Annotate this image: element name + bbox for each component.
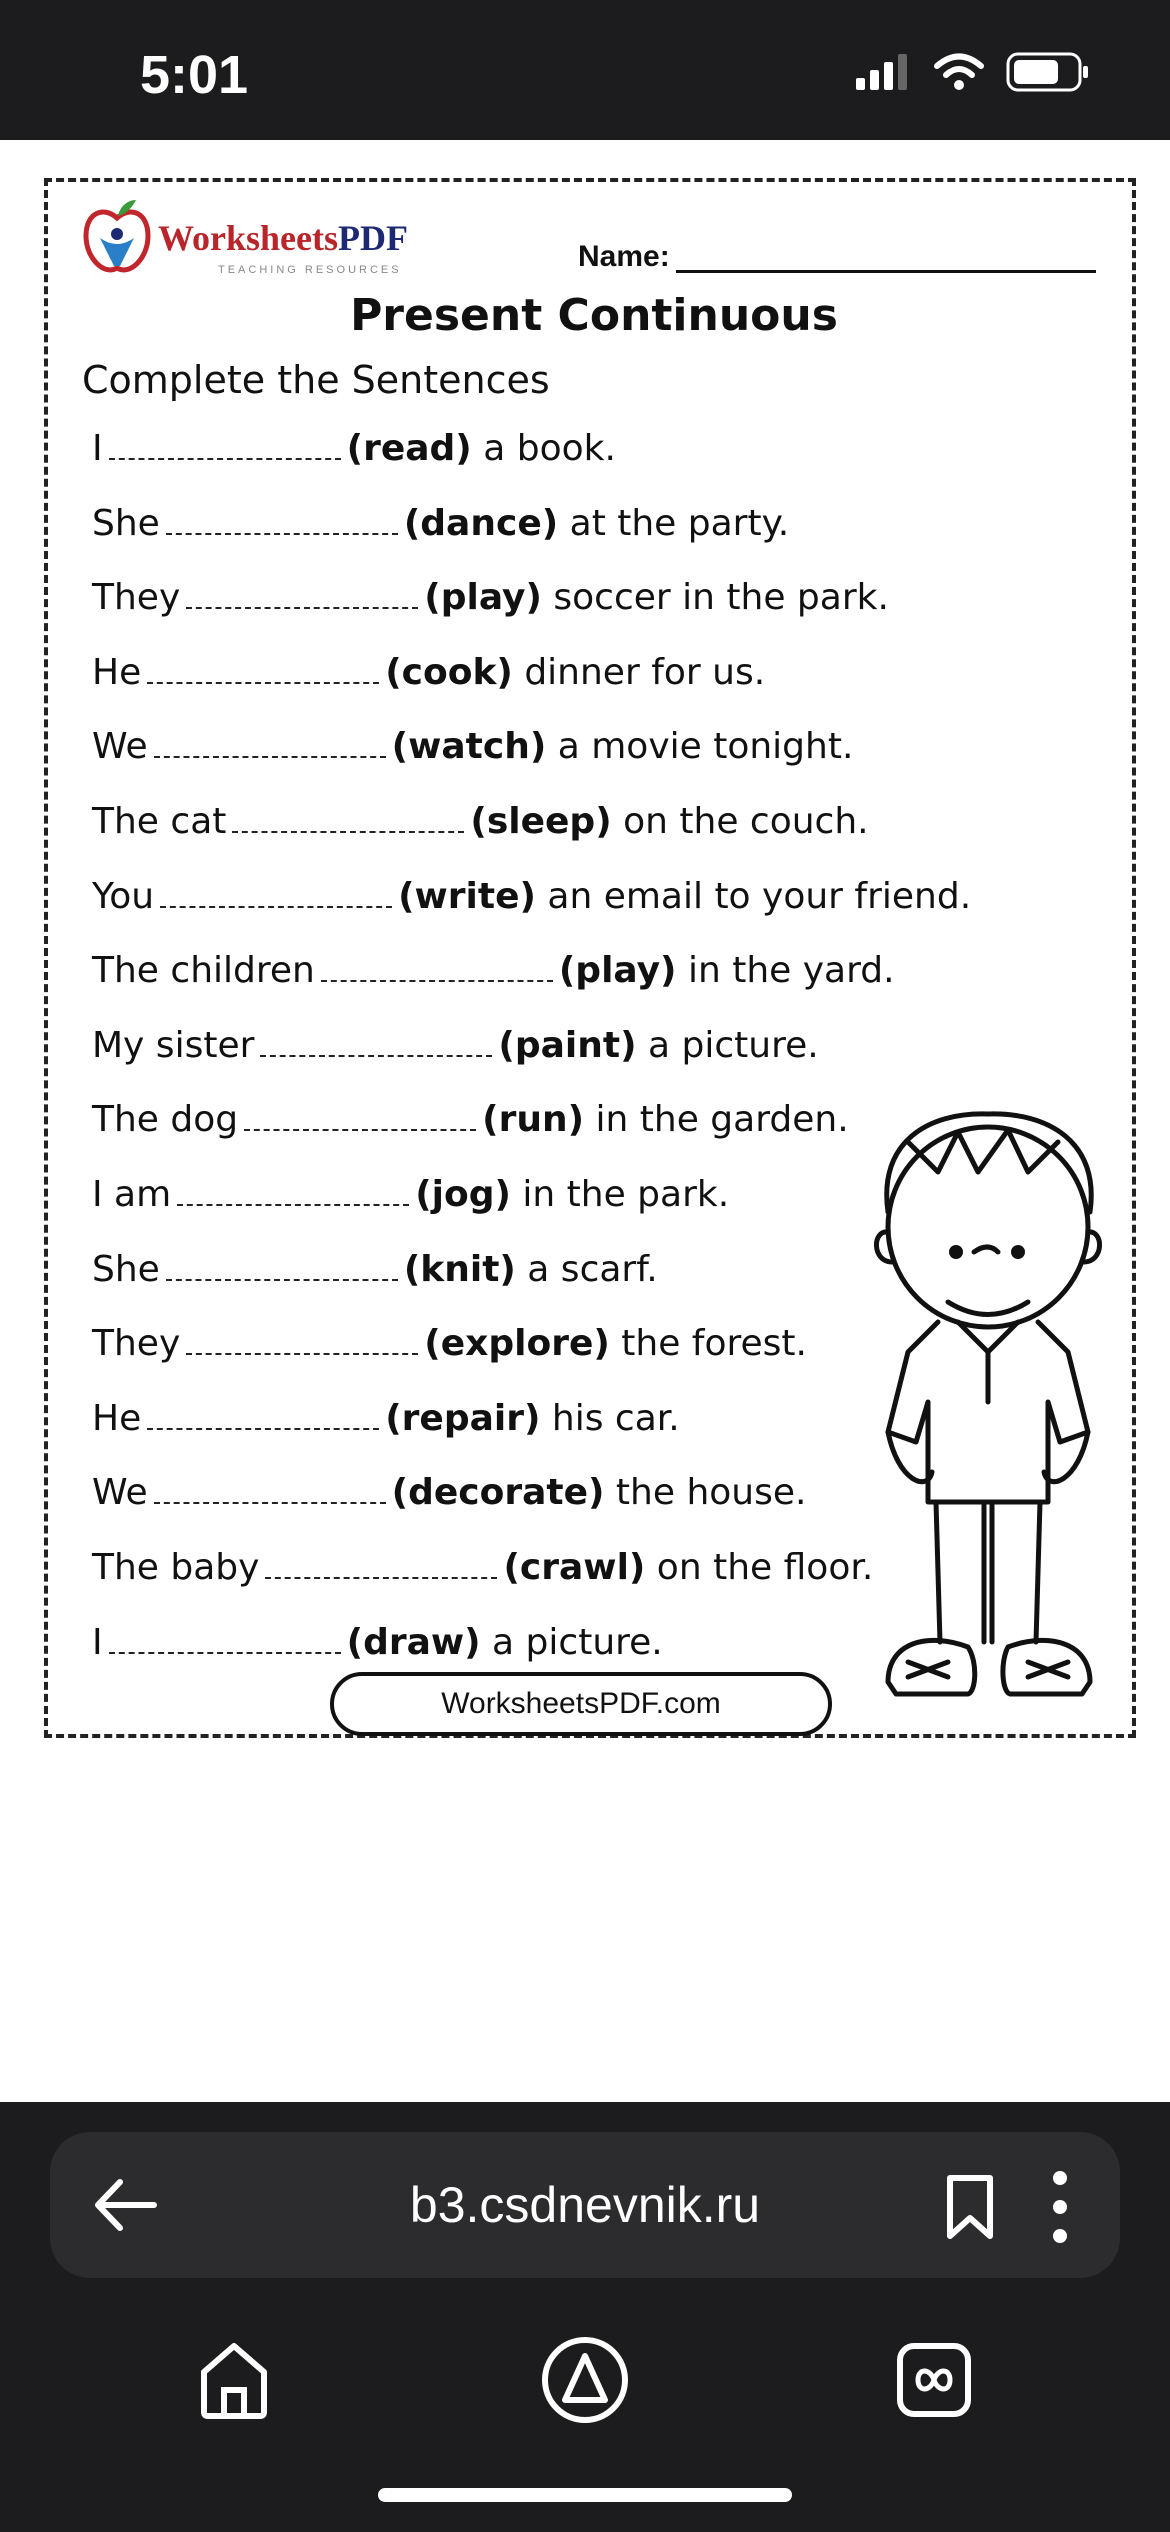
sentence-item: He (repair) his car. bbox=[92, 1397, 680, 1439]
answer-blank bbox=[232, 809, 464, 833]
worksheet-title: Present Continuous bbox=[350, 290, 838, 341]
status-icons bbox=[856, 52, 1090, 92]
answer-blank bbox=[147, 660, 379, 684]
browser-toolbar bbox=[0, 2102, 1170, 2532]
more-vertical-icon[interactable] bbox=[1048, 2168, 1072, 2246]
address-bar[interactable] bbox=[50, 2132, 1120, 2278]
answer-blank bbox=[109, 1630, 341, 1654]
logo-text: WorksheetsPDF bbox=[158, 218, 408, 258]
answer-blank bbox=[160, 884, 392, 908]
sentence-item: I (draw) a picture. bbox=[92, 1621, 663, 1663]
sentence-item: My sister (paint) a picture. bbox=[92, 1024, 819, 1066]
worksheet-subtitle: Complete the Sentences bbox=[82, 358, 550, 402]
sentence-item: The dog (run) in the garden. bbox=[92, 1099, 849, 1141]
sentence-item: The baby (crawl) on the floor. bbox=[92, 1546, 874, 1588]
answer-blank bbox=[154, 1480, 386, 1504]
page-content[interactable] bbox=[0, 140, 1170, 2102]
answer-blank bbox=[186, 1331, 418, 1355]
answer-blank bbox=[260, 1033, 492, 1057]
answer-blank bbox=[177, 1182, 409, 1206]
url-text[interactable]: b3.csdnevnik.ru bbox=[409, 2177, 761, 2233]
answer-blank bbox=[109, 436, 341, 460]
answer-blank bbox=[154, 734, 386, 758]
sentence-item: I am (jog) in the park. bbox=[92, 1173, 730, 1215]
sentence-list bbox=[92, 412, 972, 1680]
footer-website-label: WorksheetsPDF.com bbox=[330, 1672, 832, 1736]
sentence-item: They (explore) the forest. bbox=[92, 1323, 807, 1365]
answer-blank bbox=[244, 1107, 476, 1131]
apple-logo-icon bbox=[82, 196, 152, 280]
battery-icon bbox=[1006, 52, 1090, 92]
home-icon[interactable] bbox=[174, 2320, 294, 2440]
boy-illustration bbox=[868, 1102, 1108, 1702]
sentence-item: The cat (sleep) on the couch. bbox=[92, 800, 869, 842]
answer-blank bbox=[166, 511, 398, 535]
bottom-navigation bbox=[0, 2320, 1170, 2440]
answer-blank bbox=[147, 1406, 379, 1430]
status-time: 5:01 bbox=[140, 45, 249, 105]
sentence-item: The children (play) in the yard. bbox=[92, 950, 895, 992]
name-label: Name: bbox=[578, 240, 670, 273]
sentence-item: I (read) a book. bbox=[92, 428, 616, 469]
wifi-icon bbox=[934, 53, 984, 91]
sentence-item: She (knit) a scarf. bbox=[92, 1248, 658, 1290]
worksheet bbox=[44, 178, 1136, 1738]
tabs-icon[interactable] bbox=[874, 2320, 994, 2440]
sentence-item: You (write) an email to your friend. bbox=[92, 875, 972, 917]
sentence-item: We (decorate) the house. bbox=[92, 1472, 807, 1514]
sentence-item: They (play) soccer in the park. bbox=[92, 577, 889, 619]
sentence-item: We (watch) a movie tonight. bbox=[92, 726, 854, 768]
home-indicator[interactable] bbox=[378, 2488, 792, 2502]
cellular-signal-icon bbox=[856, 54, 912, 90]
name-line bbox=[676, 270, 1096, 273]
status-bar bbox=[0, 0, 1170, 140]
alice-assistant-icon[interactable] bbox=[525, 2320, 645, 2440]
answer-blank bbox=[265, 1555, 497, 1579]
sentence-item: He (cook) dinner for us. bbox=[92, 651, 766, 693]
logo-subtitle: TEACHING RESOURCES bbox=[218, 264, 402, 276]
answer-blank bbox=[186, 585, 418, 609]
answer-blank bbox=[166, 1257, 398, 1281]
bookmark-icon[interactable] bbox=[940, 2172, 1000, 2242]
sentence-item: She (dance) at the party. bbox=[92, 502, 790, 544]
answer-blank bbox=[321, 958, 553, 982]
